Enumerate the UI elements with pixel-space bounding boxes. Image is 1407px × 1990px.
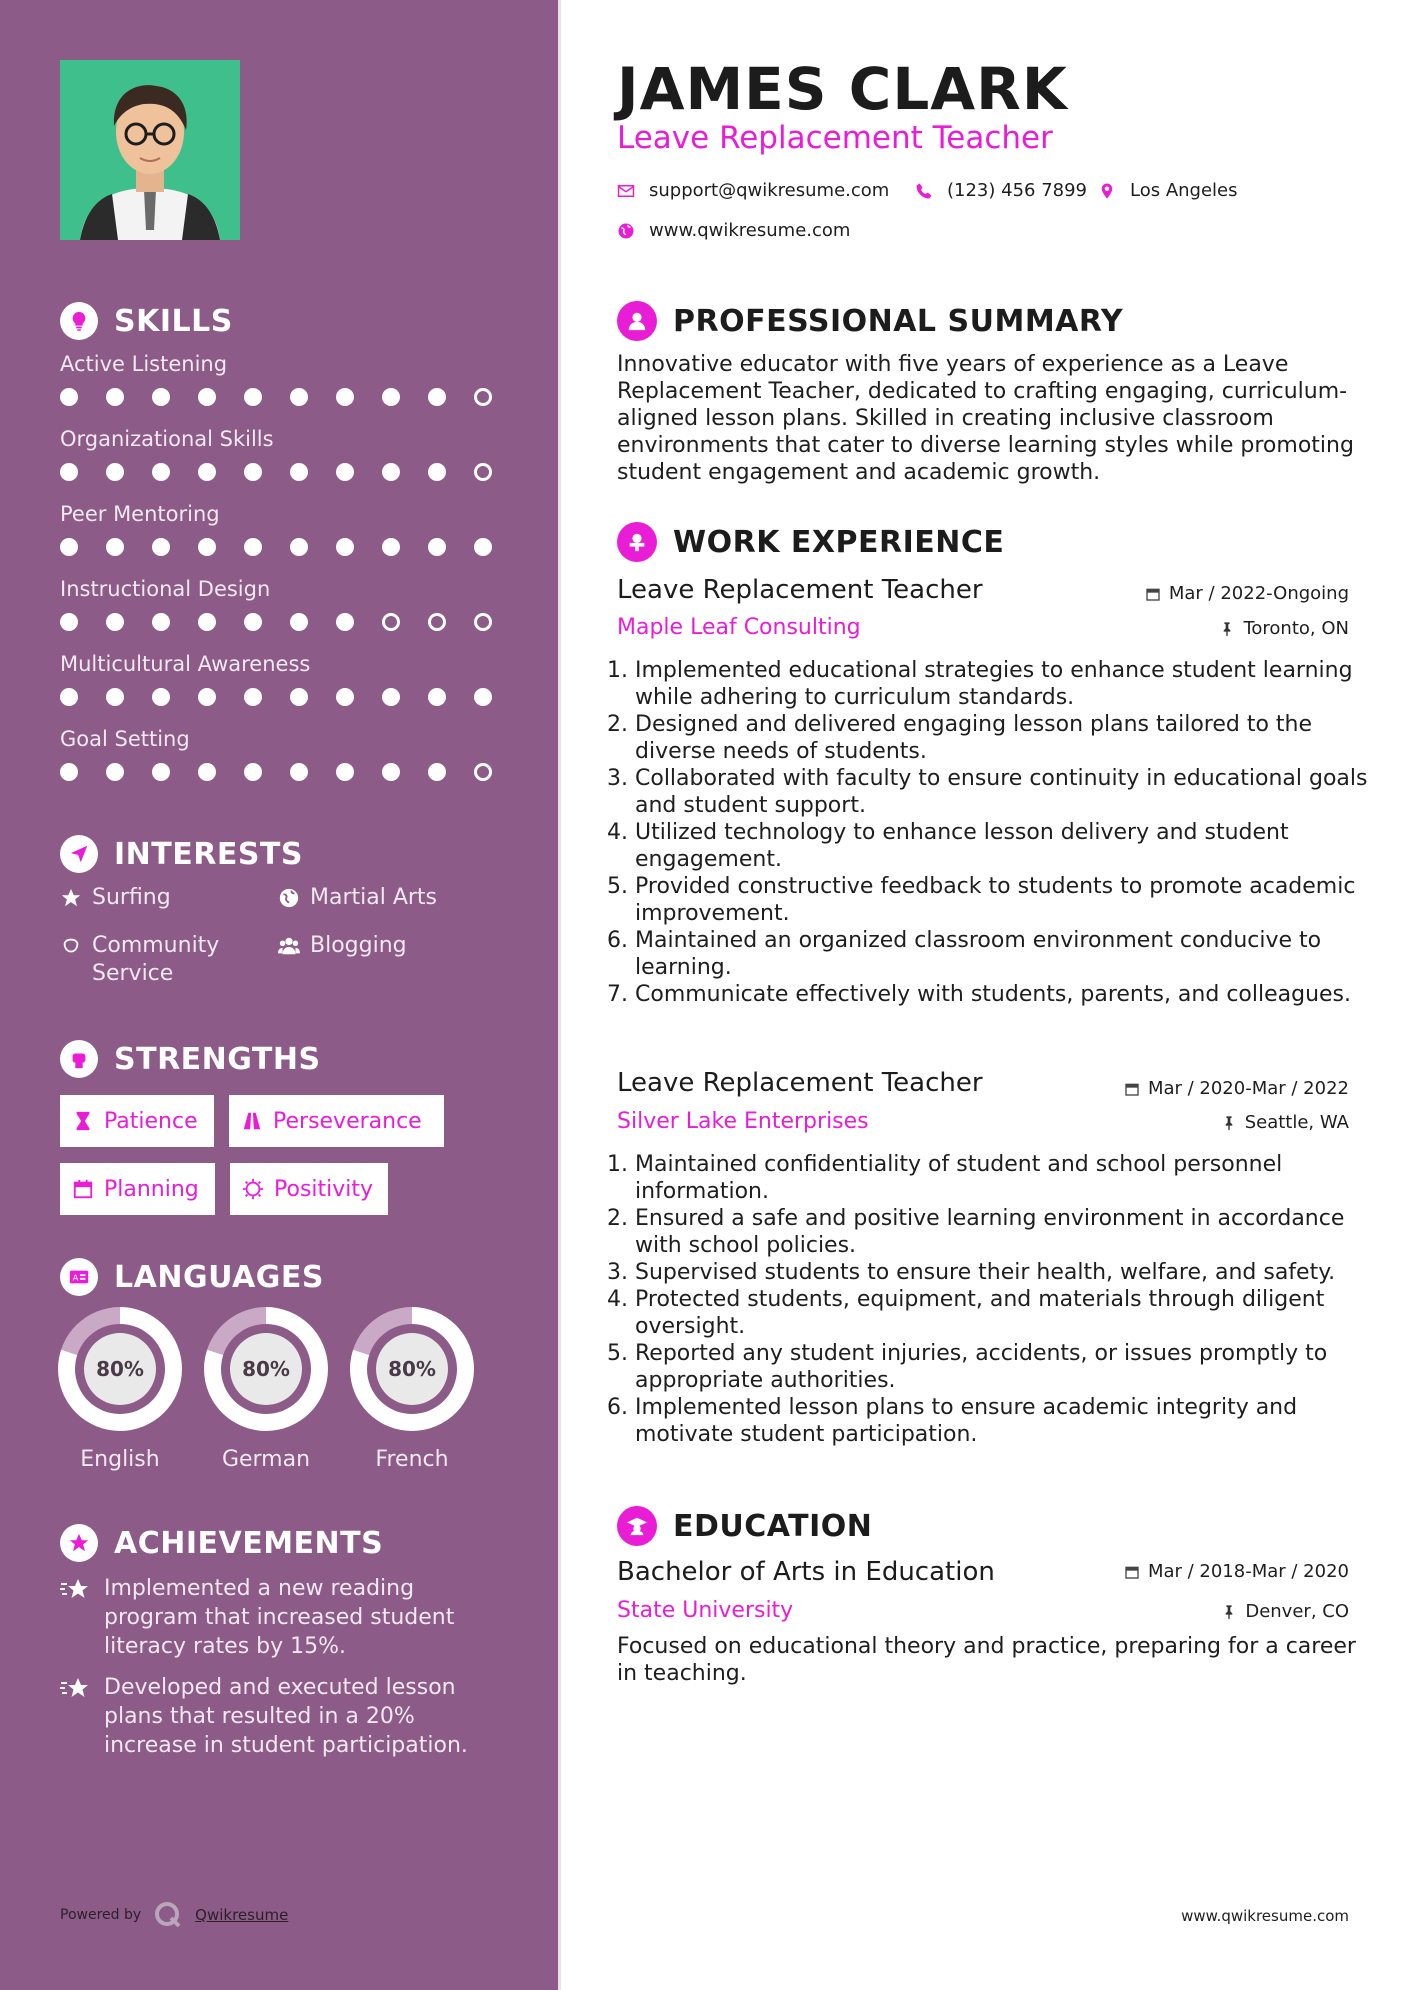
rating-dot-filled — [382, 463, 400, 481]
rating-dot-filled — [60, 388, 78, 406]
skill-rating — [60, 613, 500, 631]
map-pin-icon — [1098, 182, 1116, 200]
duty-item: 4. Protected students, equipment, and materials through diligent oversight. — [635, 1286, 1375, 1340]
interest-label: Martial Arts — [310, 885, 438, 910]
languages-header — [60, 1258, 324, 1296]
duty-item: 3. Supervised students to ensure their health, welfare, and safety. — [635, 1259, 1375, 1286]
job-location — [1221, 1112, 1349, 1133]
rating-dot-filled — [244, 688, 262, 706]
education-title: EDUCATION — [673, 1508, 873, 1544]
job-title: Leave Replacement Teacher — [617, 1068, 983, 1098]
rating-dot-filled — [336, 538, 354, 556]
strengths-title: STRENGTHS — [114, 1041, 321, 1077]
rating-dot-filled — [198, 463, 216, 481]
user-icon — [617, 301, 657, 341]
duty-item: 6. Implemented lesson plans to ensure academic integrity and motivate student participation. — [635, 1394, 1375, 1448]
shooting-star-icon — [60, 1576, 92, 1604]
rating-dot-filled — [474, 538, 492, 556]
rating-dot-empty — [428, 613, 446, 631]
rating-dot-filled — [290, 688, 308, 706]
skill-item — [60, 652, 500, 706]
rating-dot-filled — [336, 763, 354, 781]
achievement-item — [60, 1673, 500, 1760]
rating-dot-filled — [244, 388, 262, 406]
svg-text:A: A — [72, 1272, 79, 1283]
language-item — [58, 1307, 182, 1472]
strength-label: Planning — [104, 1176, 199, 1202]
rating-dot-filled — [152, 763, 170, 781]
language-ring — [58, 1307, 182, 1431]
rating-dot-empty — [474, 613, 492, 631]
strengths-header — [60, 1040, 321, 1078]
calendar-icon — [1145, 586, 1161, 602]
interest-item — [278, 884, 498, 912]
rating-dot-filled — [198, 763, 216, 781]
language-icon — [60, 1258, 98, 1296]
rating-dot-filled — [382, 688, 400, 706]
experience-header — [617, 522, 1004, 562]
strength-label: Positivity — [274, 1176, 374, 1202]
rating-dot-filled — [106, 688, 124, 706]
rating-dot-filled — [428, 763, 446, 781]
duty-item: 4. Utilized technology to enhance lesson delivery and student engagement. — [635, 819, 1375, 873]
rating-dot-filled — [152, 613, 170, 631]
candidate-name: JAMES CLARK — [617, 55, 1068, 123]
briefcase-icon — [617, 522, 657, 562]
skill-item — [60, 352, 500, 406]
skill-item — [60, 727, 500, 781]
hand-icon — [60, 935, 82, 957]
rating-dot-filled — [60, 463, 78, 481]
job-title: Leave Replacement Teacher — [617, 575, 983, 605]
rating-dot-filled — [152, 388, 170, 406]
rating-dot-filled — [290, 613, 308, 631]
skill-name: Organizational Skills — [60, 427, 274, 451]
rating-dot-filled — [106, 538, 124, 556]
lightbulb-icon — [60, 302, 98, 340]
duty-item: 7. Communicate effectively with students, parents, and colleagues. — [635, 981, 1375, 1008]
rating-dot-filled — [198, 388, 216, 406]
education-dates — [1124, 1561, 1349, 1582]
language-ring — [350, 1307, 474, 1431]
contact-phone[interactable] — [915, 180, 1087, 201]
phone-text[interactable]: (123) 456 7899 — [947, 180, 1088, 201]
strength-label: Perseverance — [273, 1108, 422, 1134]
rating-dot-filled — [336, 463, 354, 481]
job-duties — [610, 657, 1375, 1008]
language-name: English — [80, 1447, 160, 1472]
footer-url[interactable]: www.qwikresume.com — [1181, 1907, 1349, 1925]
paper-plane-icon — [60, 835, 98, 873]
pushpin-icon — [1219, 621, 1235, 637]
contact-website[interactable] — [617, 220, 850, 241]
qwikresume-logo-icon — [153, 1900, 183, 1930]
users-icon — [278, 935, 300, 957]
job-location — [1219, 618, 1349, 639]
globe-icon — [617, 222, 635, 240]
location-text: Los Angeles — [1130, 180, 1238, 201]
languages-title: LANGUAGES — [114, 1259, 324, 1295]
calendar-icon — [1124, 1081, 1140, 1097]
summary-header — [617, 301, 1123, 341]
job-company: Silver Lake Enterprises — [617, 1109, 869, 1134]
calendar-icon — [1124, 1564, 1140, 1580]
skill-rating — [60, 688, 500, 706]
duty-item: 1. Implemented educational strategies to enhance student learning while adhering to curriculum standards. — [635, 657, 1375, 711]
skill-item — [60, 502, 500, 556]
rating-dot-filled — [382, 763, 400, 781]
rating-dot-filled — [198, 613, 216, 631]
website-text[interactable]: www.qwikresume.com — [649, 220, 851, 241]
achievement-item — [60, 1574, 500, 1661]
language-name: French — [375, 1447, 449, 1472]
skill-name: Goal Setting — [60, 727, 190, 751]
rating-dot-filled — [106, 763, 124, 781]
achievements-header — [60, 1524, 383, 1562]
rating-dot-filled — [60, 613, 78, 631]
degree-title: Bachelor of Arts in Education — [617, 1557, 995, 1587]
education-location-text: Denver, CO — [1245, 1601, 1349, 1622]
rating-dot-filled — [336, 688, 354, 706]
interest-item — [60, 884, 260, 912]
language-percent: 80% — [230, 1333, 302, 1405]
rating-dot-filled — [336, 388, 354, 406]
brand-link[interactable]: Qwikresume — [195, 1906, 289, 1924]
pushpin-icon — [1221, 1115, 1237, 1131]
school-name: State University — [617, 1598, 794, 1623]
contact-email[interactable] — [617, 180, 889, 201]
summary-text: Innovative educator with five years of experience as a Leave Replacement Teacher, dedicated to crafting engaging, curriculum-aligned lesson plans. Skilled in creating inclusive classroom environments that cater to diverse learning styles while promoting student engagement and academic growth. — [617, 352, 1354, 485]
job-company: Maple Leaf Consulting — [617, 615, 861, 640]
interest-label: Surfing — [92, 885, 171, 910]
rating-dot-filled — [290, 463, 308, 481]
education-description: Focused on educational theory and practice, preparing for a career in teaching. — [617, 1634, 1356, 1686]
rating-dot-empty — [474, 763, 492, 781]
contact-location — [1098, 180, 1238, 201]
duty-item: 3. Collaborated with faculty to ensure continuity in educational goals and student support. — [635, 765, 1375, 819]
column-divider — [558, 0, 561, 1990]
rating-dot-filled — [428, 538, 446, 556]
envelope-icon — [617, 182, 635, 200]
rating-dot-filled — [428, 463, 446, 481]
duty-item: 6. Maintained an organized classroom environment conducive to learning. — [635, 927, 1375, 981]
rating-dot-filled — [152, 688, 170, 706]
rating-dot-filled — [198, 688, 216, 706]
globe-icon — [278, 887, 300, 909]
powered-by — [60, 1900, 288, 1930]
rating-dot-empty — [382, 613, 400, 631]
job-duties — [610, 1151, 1375, 1448]
sidebar — [0, 0, 558, 1990]
job-location-text: Seattle, WA — [1244, 1112, 1349, 1133]
interest-item — [278, 932, 498, 960]
candidate-role: Leave Replacement Teacher — [617, 120, 1053, 156]
phone-icon — [915, 182, 933, 200]
education-dates-text: Mar / 2018-Mar / 2020 — [1147, 1561, 1349, 1582]
skill-item — [60, 577, 500, 631]
rating-dot-filled — [106, 613, 124, 631]
achievement-text: Implemented a new reading program that increased student literacy rates by 15%. — [104, 1576, 455, 1659]
pushpin-icon — [1221, 1604, 1237, 1620]
rating-dot-filled — [60, 538, 78, 556]
calendar-icon — [72, 1178, 94, 1200]
interest-label: Community Service — [92, 933, 220, 986]
rating-dot-filled — [60, 688, 78, 706]
language-percent: 80% — [376, 1333, 448, 1405]
interest-label: Blogging — [310, 933, 407, 958]
rating-dot-filled — [244, 463, 262, 481]
skill-name: Multicultural Awareness — [60, 652, 311, 676]
rating-dot-filled — [244, 763, 262, 781]
rating-dot-filled — [290, 538, 308, 556]
interests-header — [60, 835, 303, 873]
rating-dot-filled — [198, 538, 216, 556]
language-percent: 80% — [84, 1333, 156, 1405]
strength-chip — [230, 1163, 388, 1215]
road-icon — [241, 1110, 263, 1132]
strength-chip — [229, 1095, 444, 1147]
summary-title: PROFESSIONAL SUMMARY — [673, 303, 1124, 339]
skill-rating — [60, 463, 500, 481]
skill-item — [60, 427, 500, 481]
skill-name: Active Listening — [60, 352, 228, 376]
strength-chip — [60, 1163, 215, 1215]
education-location — [1221, 1601, 1349, 1622]
duty-item: 2. Ensured a safe and positive learning environment in accordance with school policies. — [635, 1205, 1375, 1259]
rating-dot-filled — [106, 463, 124, 481]
rating-dot-filled — [106, 388, 124, 406]
rating-dot-filled — [382, 388, 400, 406]
rating-dot-filled — [152, 538, 170, 556]
rating-dot-filled — [382, 538, 400, 556]
skill-rating — [60, 538, 500, 556]
skills-title: SKILLS — [114, 303, 233, 339]
rating-dot-filled — [290, 763, 308, 781]
email-text[interactable]: support@qwikresume.com — [649, 180, 890, 201]
powered-by-label: Powered by — [60, 1907, 142, 1923]
job-dates — [1145, 583, 1349, 604]
rating-dot-empty — [474, 388, 492, 406]
shooting-star-icon — [60, 1675, 92, 1703]
sun-icon — [242, 1178, 264, 1200]
skill-rating — [60, 388, 500, 406]
skill-name: Instructional Design — [60, 577, 271, 601]
language-item — [204, 1307, 328, 1472]
language-name: German — [221, 1447, 311, 1472]
rating-dot-filled — [244, 538, 262, 556]
award-star-icon — [60, 1524, 98, 1562]
achievement-text: Developed and executed lesson plans that resulted in a 20% increase in student participation. — [104, 1675, 468, 1758]
strength-chip — [60, 1095, 214, 1147]
rating-dot-filled — [290, 388, 308, 406]
interests-title: INTERESTS — [114, 836, 303, 872]
rating-dot-filled — [244, 613, 262, 631]
profile-photo — [60, 60, 240, 240]
rating-dot-filled — [336, 613, 354, 631]
hourglass-icon — [72, 1110, 94, 1132]
job-dates — [1124, 1078, 1349, 1099]
rating-dot-empty — [474, 463, 492, 481]
language-ring — [204, 1307, 328, 1431]
job-dates-text: Mar / 2020-Mar / 2022 — [1147, 1078, 1349, 1099]
education-header — [617, 1506, 872, 1546]
interest-item — [60, 932, 260, 988]
rating-dot-filled — [428, 688, 446, 706]
star-icon — [60, 887, 82, 909]
duty-item: 2. Designed and delivered engaging lesson plans tailored to the diverse needs of students. — [635, 711, 1375, 765]
duty-item: 1. Maintained confidentiality of student and school personnel information. — [635, 1151, 1375, 1205]
rating-dot-filled — [474, 688, 492, 706]
rating-dot-filled — [428, 388, 446, 406]
experience-title: WORK EXPERIENCE — [673, 524, 1005, 560]
fist-icon — [60, 1040, 98, 1078]
strength-label: Patience — [104, 1108, 198, 1134]
job-dates-text: Mar / 2022-Ongoing — [1168, 583, 1349, 604]
skill-rating — [60, 763, 500, 781]
skill-name: Peer Mentoring — [60, 502, 220, 526]
skills-header — [60, 302, 233, 340]
duty-item: 5. Reported any student injuries, accidents, or issues promptly to appropriate authorities. — [635, 1340, 1375, 1394]
duty-item: 5. Provided constructive feedback to students to promote academic improvement. — [635, 873, 1375, 927]
job-location-text: Toronto, ON — [1243, 618, 1349, 639]
rating-dot-filled — [60, 763, 78, 781]
graduate-icon — [617, 1506, 657, 1546]
rating-dot-filled — [152, 463, 170, 481]
achievements-title: ACHIEVEMENTS — [114, 1525, 384, 1561]
language-item — [350, 1307, 474, 1472]
